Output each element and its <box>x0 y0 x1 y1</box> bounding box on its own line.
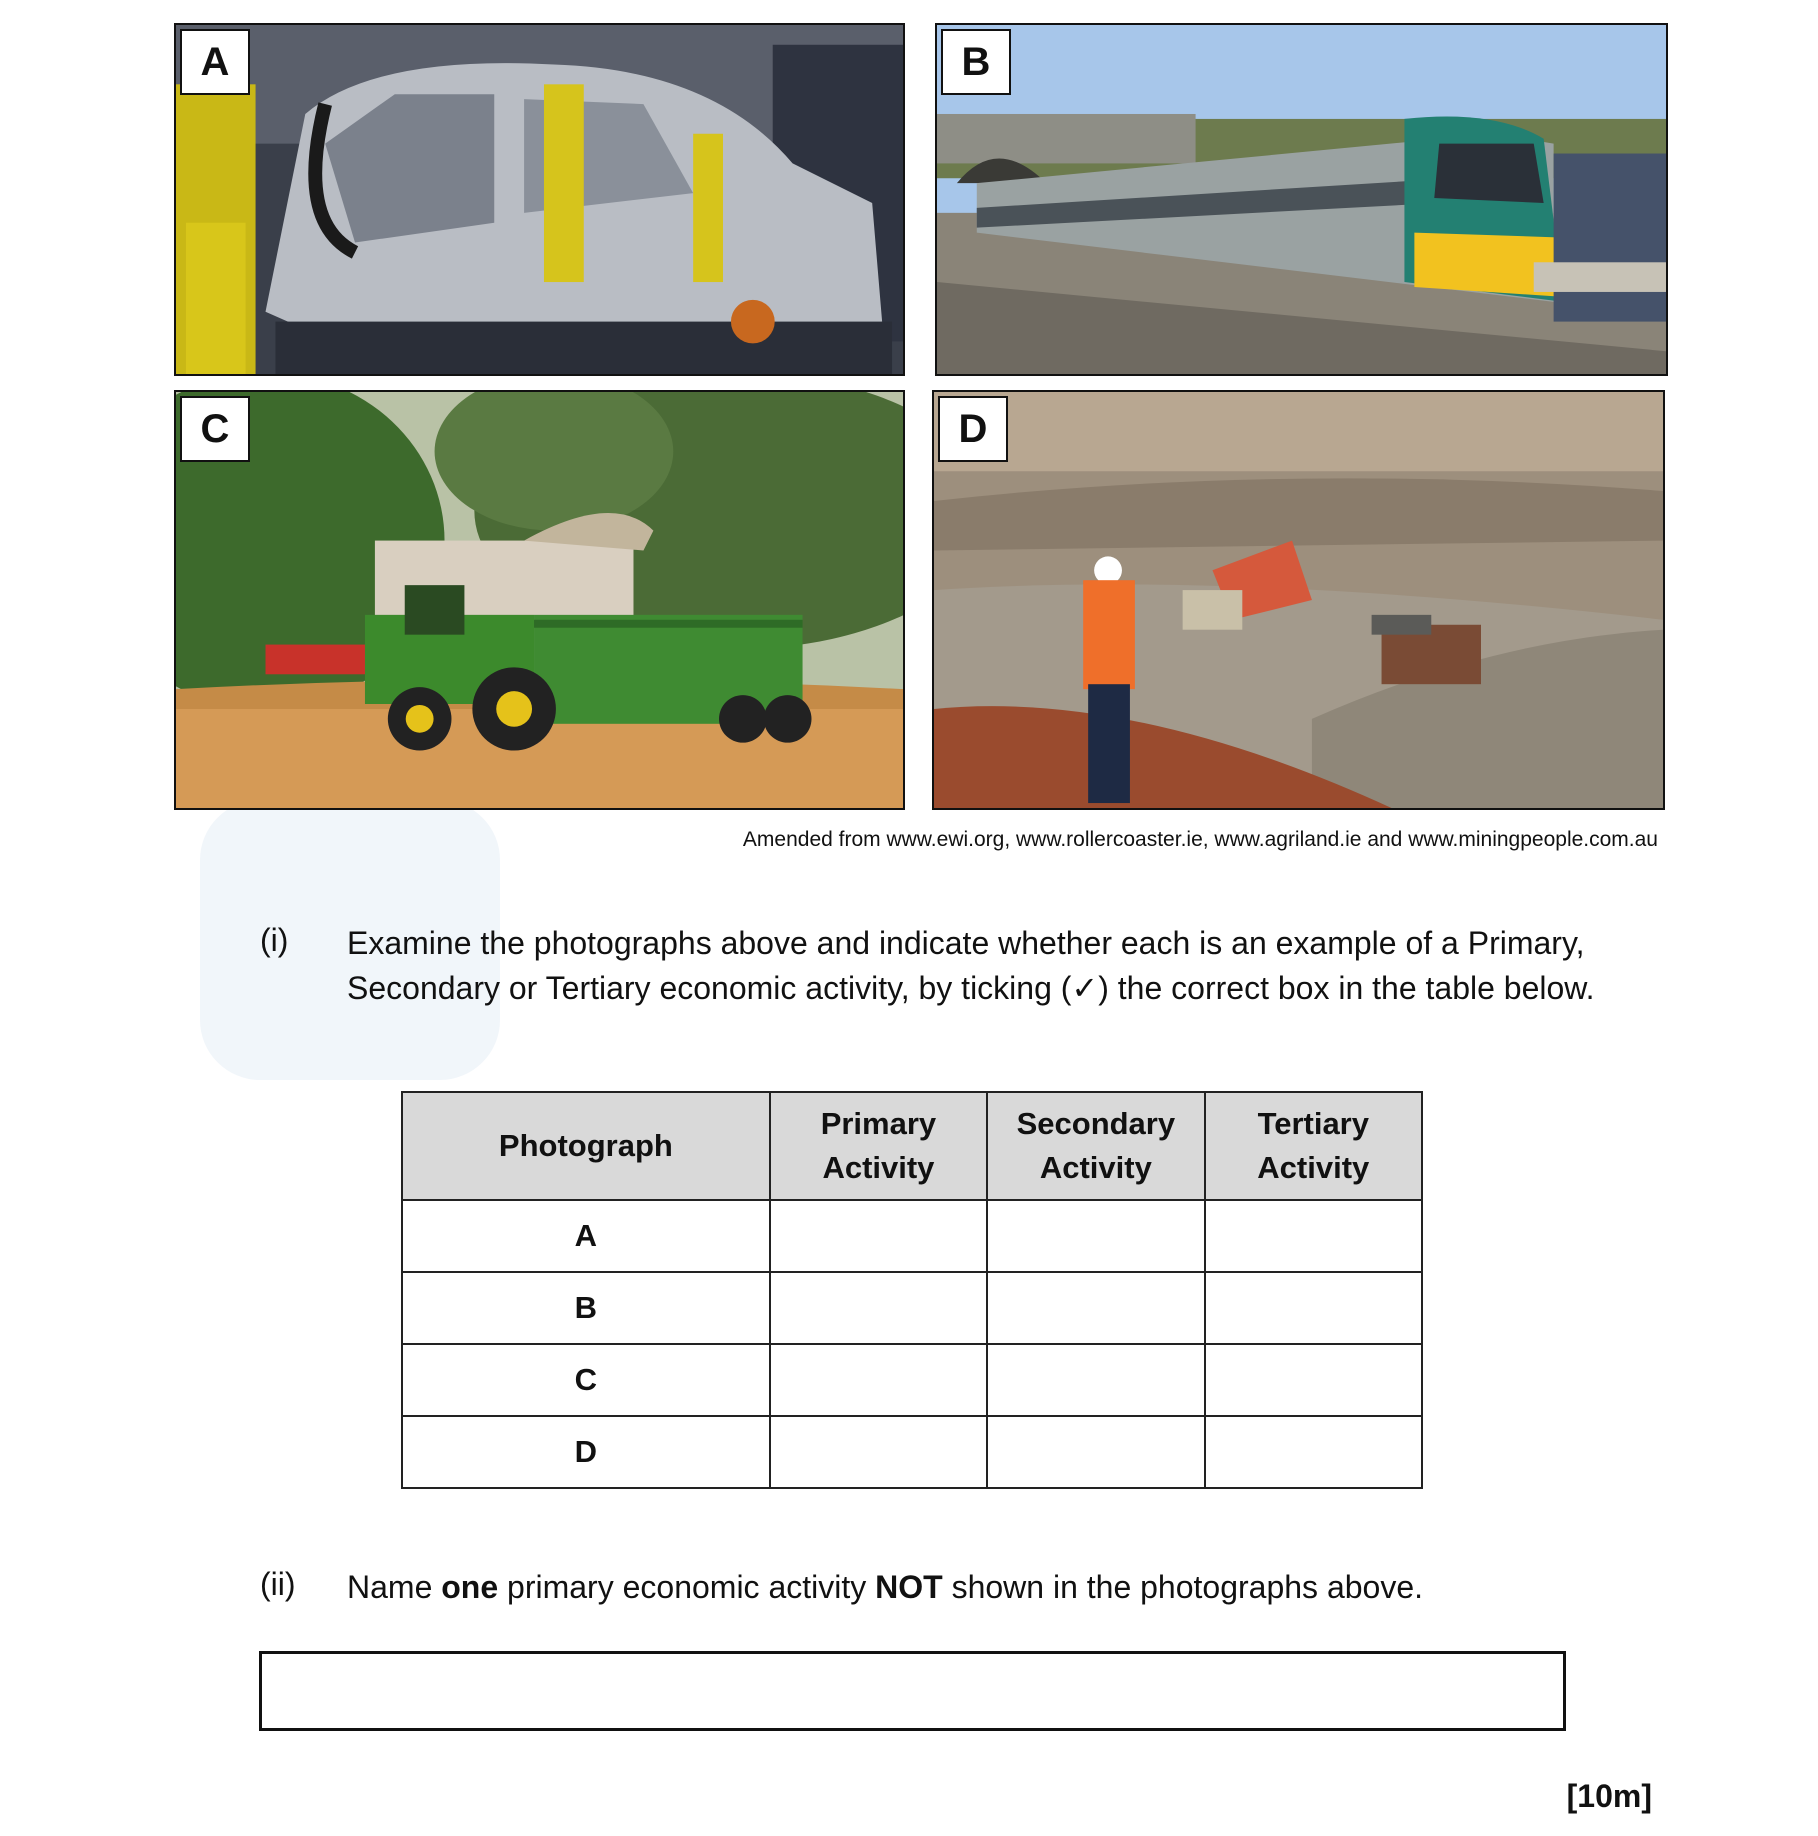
photo-label: B <box>941 29 1011 95</box>
tick-box-tertiary[interactable] <box>1205 1344 1422 1416</box>
tick-box-tertiary[interactable] <box>1205 1272 1422 1344</box>
activity-table <box>401 1091 1423 1489</box>
row-label: A <box>402 1200 770 1272</box>
tick-box-primary[interactable] <box>770 1344 987 1416</box>
harvest-image <box>176 392 903 808</box>
photo-label: C <box>180 396 250 462</box>
header-tertiary: Tertiary Activity <box>1205 1092 1422 1200</box>
table-row <box>402 1416 1422 1488</box>
row-label: B <box>402 1272 770 1344</box>
table-row <box>402 1272 1422 1344</box>
mine-image <box>934 392 1663 808</box>
row-label: C <box>402 1344 770 1416</box>
question-ii-number: (ii) <box>260 1566 296 1602</box>
marks-total: [10m] <box>1566 1778 1652 1814</box>
tick-box-primary[interactable] <box>770 1416 987 1488</box>
tick-box-secondary[interactable] <box>987 1200 1204 1272</box>
photo-label: A <box>180 29 250 95</box>
table-header-row <box>402 1092 1422 1200</box>
row-label: D <box>402 1416 770 1488</box>
car-assembly-image <box>176 25 903 374</box>
question-i-text: Examine the photographs above and indicate whether each is an example of a Primary, Secondary or Tertiary economic activity, by ticking (✓) the correct box in the table below. <box>347 925 1595 1006</box>
tick-box-secondary[interactable] <box>987 1272 1204 1344</box>
photo-c <box>174 390 905 810</box>
photo-d <box>932 390 1665 810</box>
table-row <box>402 1200 1422 1272</box>
photo-b <box>935 23 1668 376</box>
tick-box-secondary[interactable] <box>987 1416 1204 1488</box>
tick-box-secondary[interactable] <box>987 1344 1204 1416</box>
header-secondary: Secondary Activity <box>987 1092 1204 1200</box>
source-credit: Amended from www.ewi.org, www.rollercoaster.ie, www.agriland.ie and www.miningpeople.com.au <box>742 828 1658 851</box>
photo-label: D <box>938 396 1008 462</box>
answer-box[interactable] <box>259 1651 1566 1731</box>
header-photograph: Photograph <box>402 1092 770 1200</box>
photo-a <box>174 23 905 376</box>
table-row <box>402 1344 1422 1416</box>
tick-box-primary[interactable] <box>770 1272 987 1344</box>
tick-box-tertiary[interactable] <box>1205 1416 1422 1488</box>
question-i-number: (i) <box>260 922 289 958</box>
train-image <box>937 25 1666 374</box>
question-ii-text: Name one primary economic activity NOT shown in the photographs above. <box>347 1569 1424 1605</box>
tick-box-primary[interactable] <box>770 1200 987 1272</box>
header-primary: Primary Activity <box>770 1092 987 1200</box>
tick-box-tertiary[interactable] <box>1205 1200 1422 1272</box>
